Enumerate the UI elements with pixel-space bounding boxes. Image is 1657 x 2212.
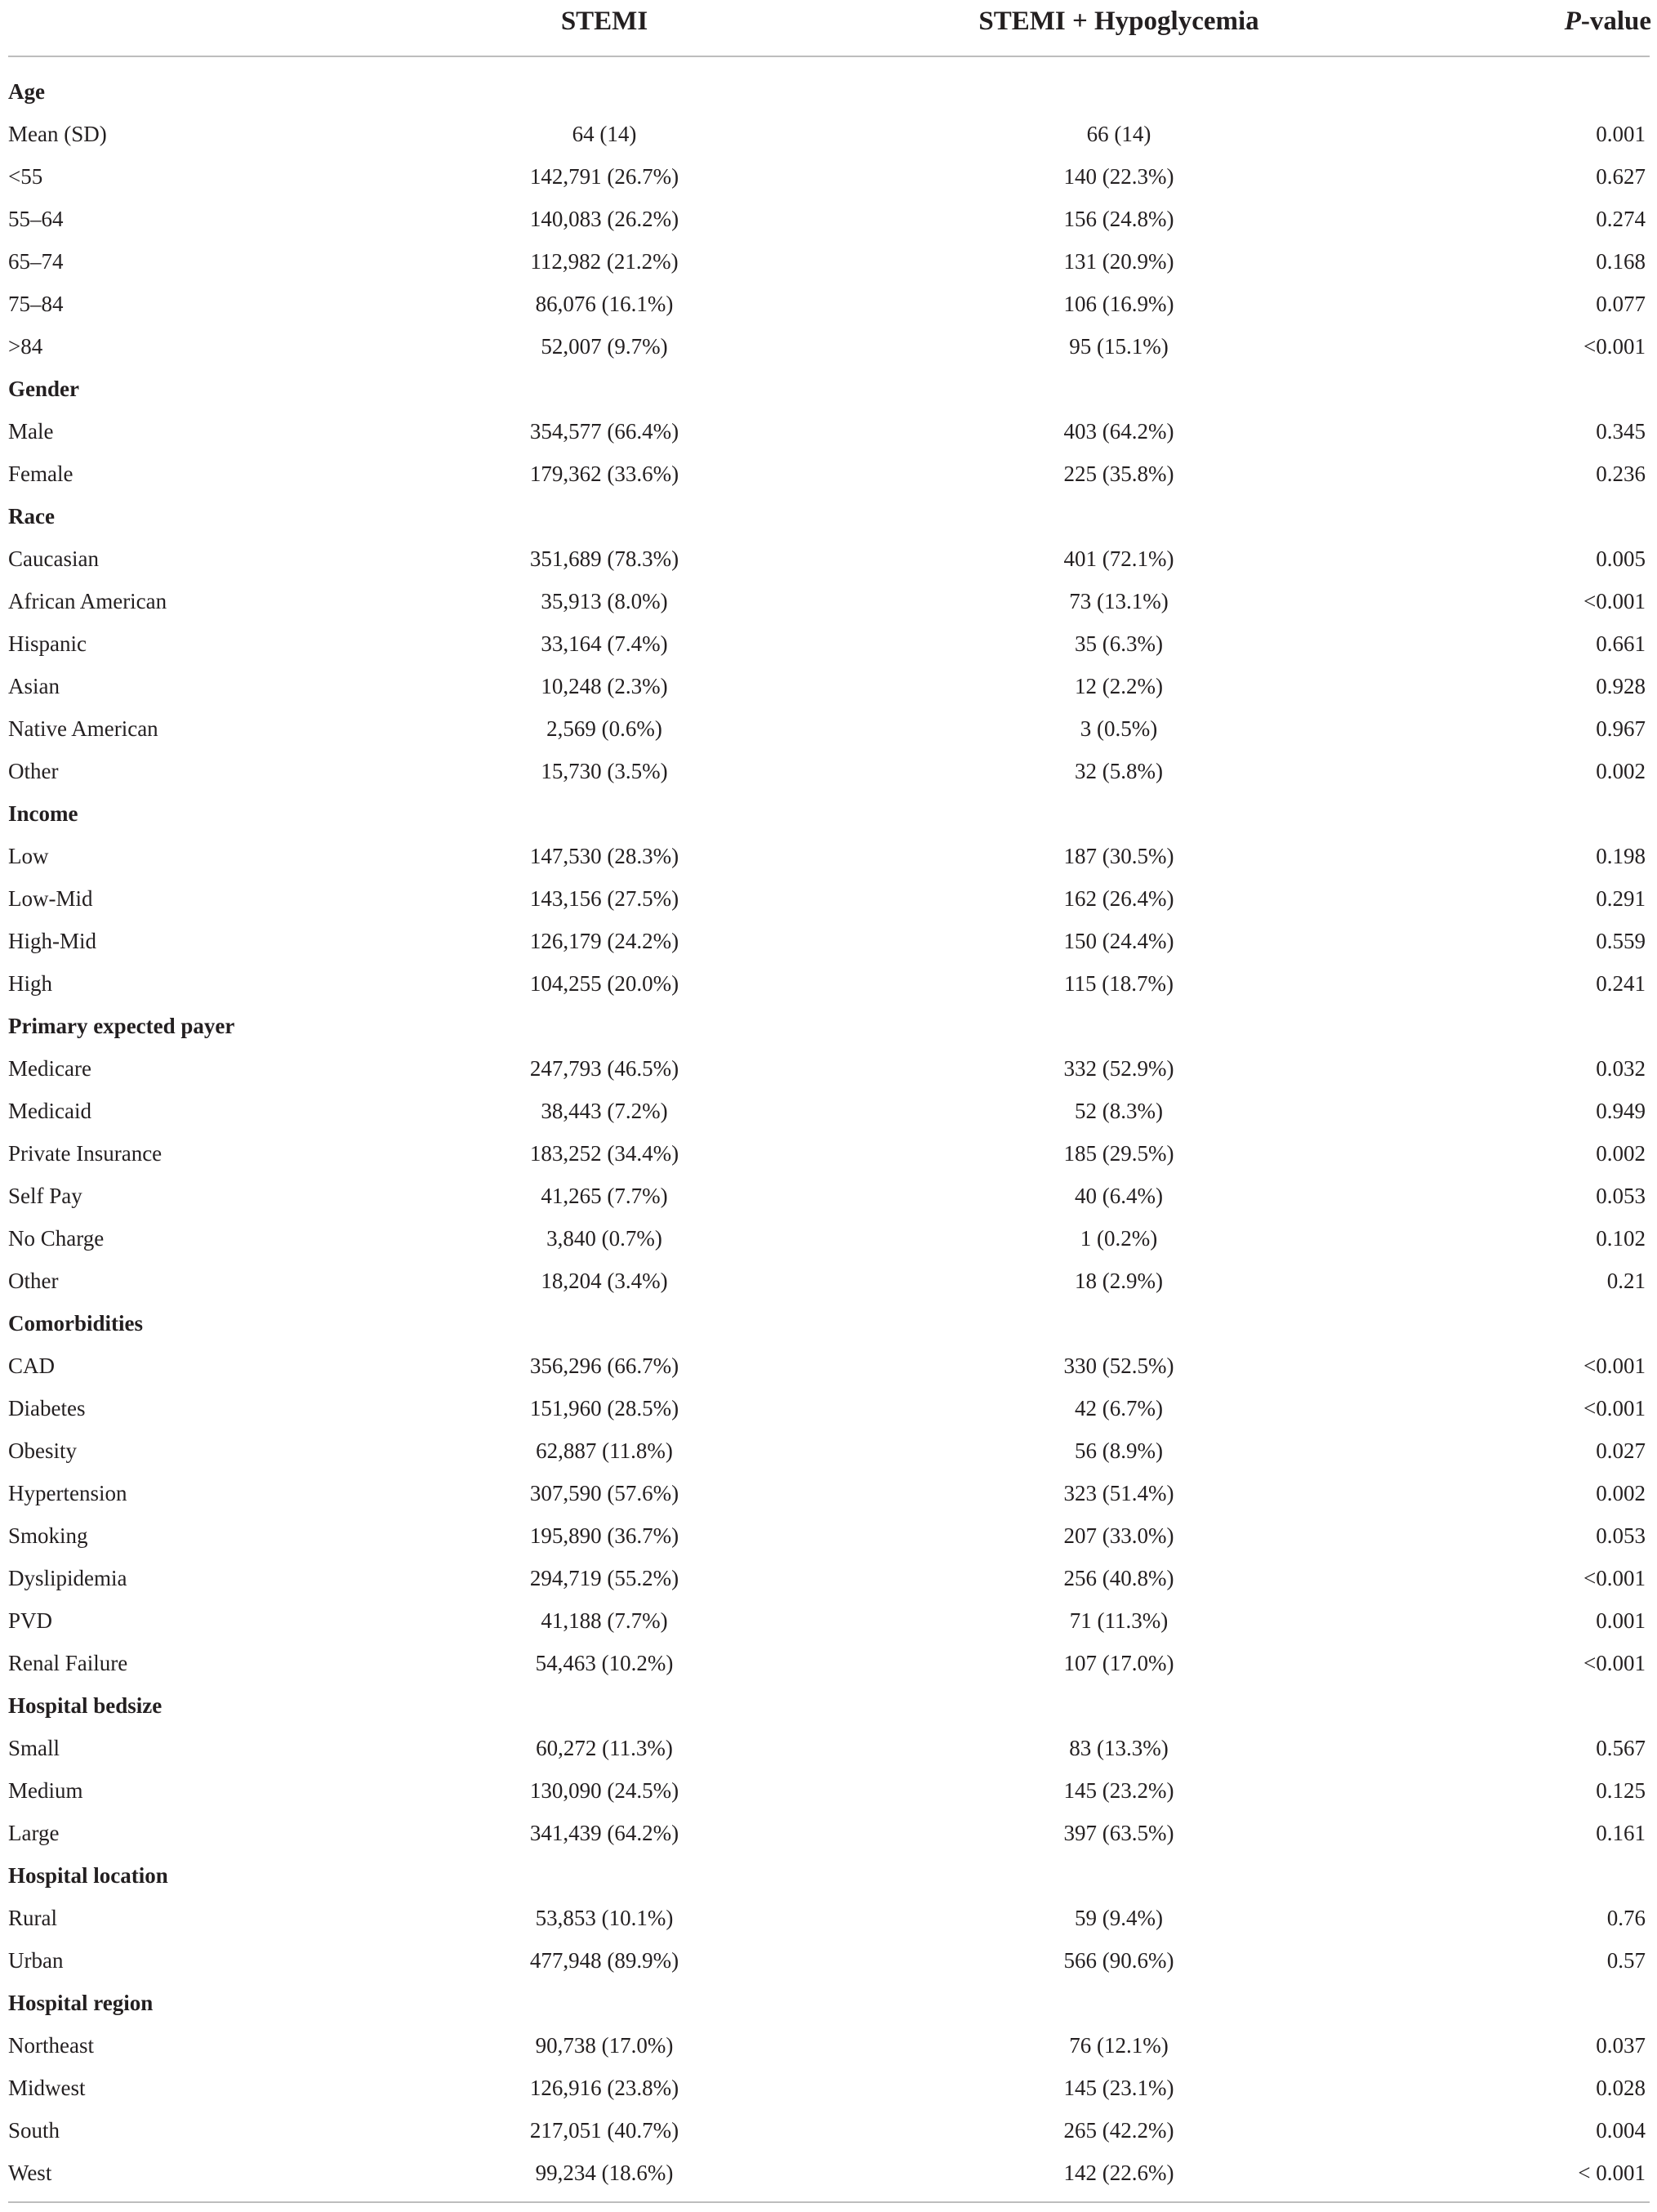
p-value: 0.002: [1596, 759, 1646, 783]
stemi-value: 38,443 (7.2%): [541, 1099, 668, 1123]
stemi-value: 15,730 (3.5%): [541, 759, 668, 783]
section-header-row: [0, 1684, 1657, 1727]
stemi-value: 52,007 (9.7%): [541, 334, 668, 359]
row-label: Low: [8, 844, 49, 868]
section-label: Primary expected payer: [8, 1014, 235, 1038]
table-row: [0, 1090, 1657, 1132]
row-label: Female: [8, 462, 73, 486]
hypoglycemia-value: 56 (8.9%): [1075, 1438, 1163, 1463]
row-label: Medium: [8, 1778, 83, 1803]
table-row: [0, 1047, 1657, 1090]
hypoglycemia-value: 185 (29.5%): [1063, 1141, 1174, 1166]
stemi-value: 477,948 (89.9%): [529, 1948, 679, 1973]
row-label: Diabetes: [8, 1396, 86, 1420]
hypoglycemia-value: 323 (51.4%): [1063, 1481, 1174, 1505]
stemi-value: 3,840 (0.7%): [546, 1226, 662, 1251]
hypoglycemia-value: 52 (8.3%): [1075, 1099, 1163, 1123]
section-header-row: [0, 792, 1657, 835]
p-value: 0.627: [1596, 164, 1646, 189]
table-row: [0, 622, 1657, 665]
table-row: [0, 325, 1657, 368]
section-label: Hospital region: [8, 1991, 154, 2015]
row-label: Other: [8, 759, 59, 783]
table-row: [0, 920, 1657, 962]
p-value: 0.241: [1596, 971, 1646, 996]
hypoglycemia-value: 131 (20.9%): [1063, 249, 1174, 274]
table-row: [0, 665, 1657, 707]
stemi-value: 354,577 (66.4%): [529, 419, 679, 444]
stemi-value: 2,569 (0.6%): [546, 716, 662, 741]
p-value: 0.002: [1596, 1141, 1646, 1166]
p-value: 0.053: [1596, 1523, 1646, 1548]
p-value: 0.661: [1596, 631, 1646, 656]
p-value: 0.949: [1596, 1099, 1646, 1123]
stemi-value: 112,982 (21.2%): [530, 249, 679, 274]
hypoglycemia-value: 330 (52.5%): [1063, 1354, 1174, 1378]
p-value: 0.168: [1596, 249, 1646, 274]
row-label: Rural: [8, 1906, 57, 1930]
table-row: [0, 283, 1657, 325]
header-p-value: [1519, 5, 1651, 38]
p-value: <0.001: [1584, 334, 1646, 359]
table-row: [0, 580, 1657, 622]
row-label: Midwest: [8, 2076, 86, 2100]
table-row: [0, 155, 1657, 198]
hypoglycemia-value: 403 (64.2%): [1063, 419, 1174, 444]
hypoglycemia-value: 162 (26.4%): [1063, 886, 1174, 911]
p-value: 0.236: [1596, 462, 1646, 486]
hypoglycemia-value: 145 (23.1%): [1063, 2076, 1174, 2100]
stemi-value: 247,793 (46.5%): [529, 1056, 679, 1081]
hypoglycemia-value: 66 (14): [1086, 122, 1151, 146]
table-row: [0, 1217, 1657, 1260]
p-value: 0.125: [1596, 1778, 1646, 1803]
row-label: PVD: [8, 1608, 53, 1633]
section-header-row: [0, 1982, 1657, 2024]
table-row: [0, 198, 1657, 240]
table-row: [0, 835, 1657, 877]
section-label: Gender: [8, 377, 79, 401]
p-value: 0.001: [1596, 122, 1646, 146]
stemi-value: 10,248 (2.3%): [541, 674, 668, 698]
p-value: 0.967: [1596, 716, 1646, 741]
hypoglycemia-value: 73 (13.1%): [1069, 589, 1169, 613]
row-label: 55–64: [8, 207, 64, 231]
stemi-value: 90,738 (17.0%): [535, 2033, 674, 2058]
stemi-value: 151,960 (28.5%): [529, 1396, 679, 1420]
table-row: [0, 1812, 1657, 1854]
row-label: High-Mid: [8, 929, 96, 953]
row-label: Urban: [8, 1948, 64, 1973]
header-stemi: STEMI: [560, 7, 648, 36]
stemi-value: 18,204 (3.4%): [541, 1269, 668, 1293]
stemi-value: 183,252 (34.4%): [529, 1141, 679, 1166]
header-divider: [8, 56, 1650, 57]
table-row: [0, 2024, 1657, 2067]
table-row: [0, 410, 1657, 453]
table-row: [0, 537, 1657, 580]
row-label: Low-Mid: [8, 886, 93, 911]
stemi-value: 130,090 (24.5%): [529, 1778, 679, 1803]
p-value: 0.161: [1596, 1821, 1646, 1845]
row-label: High: [8, 971, 52, 996]
section-header-row: [0, 70, 1657, 113]
table-row: [0, 877, 1657, 920]
table-row: [0, 2109, 1657, 2152]
row-label: Dyslipidemia: [8, 1566, 127, 1590]
hypoglycemia-value: 3 (0.5%): [1080, 716, 1158, 741]
p-value: 0.928: [1596, 674, 1646, 698]
row-label: >84: [8, 334, 43, 359]
table-row: [0, 1642, 1657, 1684]
row-label: South: [8, 2118, 60, 2143]
table-row: [0, 707, 1657, 750]
section-header-row: [0, 1854, 1657, 1897]
stemi-value: 294,719 (55.2%): [529, 1566, 679, 1590]
header-p-rest: -value: [1580, 7, 1651, 36]
hypoglycemia-value: 142 (22.6%): [1063, 2161, 1174, 2185]
table-row: [0, 1514, 1657, 1557]
table-row: [0, 1599, 1657, 1642]
p-value: 0.027: [1596, 1438, 1646, 1463]
row-label: Mean (SD): [8, 122, 107, 146]
table-row: [0, 2067, 1657, 2109]
p-value: 0.274: [1596, 207, 1646, 231]
section-label: Race: [8, 504, 55, 528]
row-label: 75–84: [8, 292, 64, 316]
table-row: [0, 240, 1657, 283]
hypoglycemia-value: 401 (72.1%): [1063, 546, 1174, 571]
stemi-value: 33,164 (7.4%): [541, 631, 668, 656]
table-row: [0, 2152, 1657, 2194]
row-label: West: [8, 2161, 52, 2185]
table-header: [0, 0, 1657, 57]
stemi-value: 179,362 (33.6%): [529, 462, 679, 486]
stemi-value: 64 (14): [572, 122, 637, 146]
stemi-value: 195,890 (36.7%): [529, 1523, 679, 1548]
stemi-value: 126,916 (23.8%): [529, 2076, 679, 2100]
hypoglycemia-value: 95 (15.1%): [1069, 334, 1169, 359]
p-value: 0.004: [1596, 2118, 1646, 2143]
p-value: <0.001: [1584, 1566, 1646, 1590]
row-label: Small: [8, 1736, 60, 1760]
hypoglycemia-value: 106 (16.9%): [1063, 292, 1174, 316]
section-label: Age: [8, 79, 45, 104]
stemi-value: 53,853 (10.1%): [535, 1906, 674, 1930]
header-p-italic: P: [1564, 7, 1581, 36]
stemi-value: 104,255 (20.0%): [529, 971, 679, 996]
hypoglycemia-value: 225 (35.8%): [1063, 462, 1174, 486]
hypoglycemia-value: 566 (90.6%): [1063, 1948, 1174, 1973]
stemi-value: 62,887 (11.8%): [536, 1438, 673, 1463]
p-value: 0.291: [1596, 886, 1646, 911]
p-value: 0.028: [1596, 2076, 1646, 2100]
stemi-value: 86,076 (16.1%): [535, 292, 674, 316]
p-value: <0.001: [1584, 1354, 1646, 1378]
stemi-value: 341,439 (64.2%): [529, 1821, 679, 1845]
p-value: < 0.001: [1578, 2161, 1646, 2185]
stemi-value: 351,689 (78.3%): [529, 546, 679, 571]
row-label: Medicare: [8, 1056, 91, 1081]
table-row: [0, 1897, 1657, 1939]
p-value: <0.001: [1584, 1651, 1646, 1675]
hypoglycemia-value: 156 (24.8%): [1063, 207, 1174, 231]
hypoglycemia-value: 150 (24.4%): [1063, 929, 1174, 953]
table-row: [0, 1727, 1657, 1769]
table-row: [0, 113, 1657, 155]
hypoglycemia-value: 59 (9.4%): [1075, 1906, 1163, 1930]
hypoglycemia-value: 32 (5.8%): [1075, 759, 1163, 783]
p-value: 0.001: [1596, 1608, 1646, 1633]
row-label: Other: [8, 1269, 59, 1293]
section-header-row: [0, 368, 1657, 410]
row-label: Northeast: [8, 2033, 94, 2058]
row-label: Smoking: [8, 1523, 88, 1548]
p-value: 0.345: [1596, 419, 1646, 444]
stemi-value: 143,156 (27.5%): [529, 886, 679, 911]
table-row: [0, 750, 1657, 792]
row-label: Hypertension: [8, 1481, 127, 1505]
hypoglycemia-value: 265 (42.2%): [1063, 2118, 1174, 2143]
stemi-value: 217,051 (40.7%): [529, 2118, 679, 2143]
stemi-value: 41,265 (7.7%): [541, 1184, 668, 1208]
p-value: <0.001: [1584, 589, 1646, 613]
p-value: 0.76: [1606, 1906, 1646, 1930]
hypoglycemia-value: 332 (52.9%): [1063, 1056, 1174, 1081]
table-row: [0, 1939, 1657, 1982]
table-row: [0, 1472, 1657, 1514]
section-label: Comorbidities: [8, 1311, 143, 1336]
hypoglycemia-value: 18 (2.9%): [1075, 1269, 1163, 1293]
row-label: Male: [8, 419, 54, 444]
table-row: [0, 1175, 1657, 1217]
row-label: Hispanic: [8, 631, 87, 656]
stemi-value: 142,791 (26.7%): [529, 164, 679, 189]
stemi-value: 307,590 (57.6%): [529, 1481, 679, 1505]
table-row: [0, 453, 1657, 495]
table-row: [0, 1769, 1657, 1812]
hypoglycemia-value: 83 (13.3%): [1069, 1736, 1169, 1760]
row-label: <55: [8, 164, 43, 189]
table-row: [0, 1387, 1657, 1429]
row-label: Private Insurance: [8, 1141, 163, 1166]
section-header-row: [0, 495, 1657, 537]
stemi-value: 54,463 (10.2%): [535, 1651, 674, 1675]
row-label: No Charge: [8, 1226, 105, 1251]
p-value: 0.198: [1596, 844, 1646, 868]
stemi-value: 60,272 (11.3%): [536, 1736, 673, 1760]
stemi-value: 99,234 (18.6%): [535, 2161, 674, 2185]
hypoglycemia-value: 140 (22.3%): [1063, 164, 1174, 189]
row-label: 65–74: [8, 249, 64, 274]
hypoglycemia-value: 397 (63.5%): [1063, 1821, 1174, 1845]
p-value: 0.559: [1596, 929, 1646, 953]
stemi-value: 35,913 (8.0%): [541, 589, 668, 613]
section-label: Hospital bedsize: [8, 1693, 163, 1718]
table-row: [0, 1429, 1657, 1472]
header-stemi-hypoglycemia: STEMI + Hypoglycemia: [978, 7, 1259, 36]
table-body: [0, 70, 1657, 2194]
stemi-value: 140,083 (26.2%): [529, 207, 679, 231]
row-label: Caucasian: [8, 546, 99, 571]
row-label: Self Pay: [8, 1184, 82, 1208]
stemi-value: 41,188 (7.7%): [541, 1608, 668, 1633]
p-value: 0.077: [1596, 292, 1646, 316]
bottom-divider: [8, 2201, 1650, 2203]
hypoglycemia-value: 42 (6.7%): [1075, 1396, 1163, 1420]
stemi-value: 356,296 (66.7%): [529, 1354, 679, 1378]
section-header-row: [0, 1005, 1657, 1047]
p-value: 0.032: [1596, 1056, 1646, 1081]
row-label: Obesity: [8, 1438, 77, 1463]
hypoglycemia-value: 115 (18.7%): [1064, 971, 1174, 996]
section-label: Income: [8, 801, 78, 826]
hypoglycemia-value: 76 (12.1%): [1069, 2033, 1169, 2058]
p-value: 0.002: [1596, 1481, 1646, 1505]
hypoglycemia-value: 207 (33.0%): [1063, 1523, 1174, 1548]
hypoglycemia-value: 40 (6.4%): [1075, 1184, 1163, 1208]
hypoglycemia-value: 35 (6.3%): [1075, 631, 1163, 656]
row-label: Renal Failure: [8, 1651, 128, 1675]
row-label: African American: [8, 589, 167, 613]
p-value: 0.005: [1596, 546, 1646, 571]
hypoglycemia-value: 145 (23.2%): [1063, 1778, 1174, 1803]
hypoglycemia-value: 107 (17.0%): [1063, 1651, 1174, 1675]
stemi-value: 147,530 (28.3%): [529, 844, 679, 868]
row-label: Large: [8, 1821, 60, 1845]
hypoglycemia-value: 187 (30.5%): [1063, 844, 1174, 868]
table-row: [0, 1345, 1657, 1387]
hypoglycemia-value: 256 (40.8%): [1063, 1566, 1174, 1590]
table-row: [0, 1260, 1657, 1302]
row-label: Native American: [8, 716, 158, 741]
row-label: Medicaid: [8, 1099, 91, 1123]
p-value: 0.21: [1606, 1269, 1646, 1293]
p-value: 0.102: [1596, 1226, 1646, 1251]
p-value: 0.053: [1596, 1184, 1646, 1208]
table-row: [0, 1132, 1657, 1175]
stemi-value: 126,179 (24.2%): [529, 929, 679, 953]
row-label: Asian: [8, 674, 60, 698]
p-value: 0.037: [1596, 2033, 1646, 2058]
p-value: 0.567: [1596, 1736, 1646, 1760]
p-value: <0.001: [1584, 1396, 1646, 1420]
hypoglycemia-value: 12 (2.2%): [1075, 674, 1163, 698]
table-row: [0, 962, 1657, 1005]
table-row: [0, 1557, 1657, 1599]
row-label: CAD: [8, 1354, 56, 1378]
section-header-row: [0, 1302, 1657, 1345]
hypoglycemia-value: 71 (11.3%): [1069, 1608, 1169, 1633]
section-label: Hospital location: [8, 1863, 168, 1888]
p-value: 0.57: [1606, 1948, 1646, 1973]
hypoglycemia-value: 1 (0.2%): [1080, 1226, 1158, 1251]
